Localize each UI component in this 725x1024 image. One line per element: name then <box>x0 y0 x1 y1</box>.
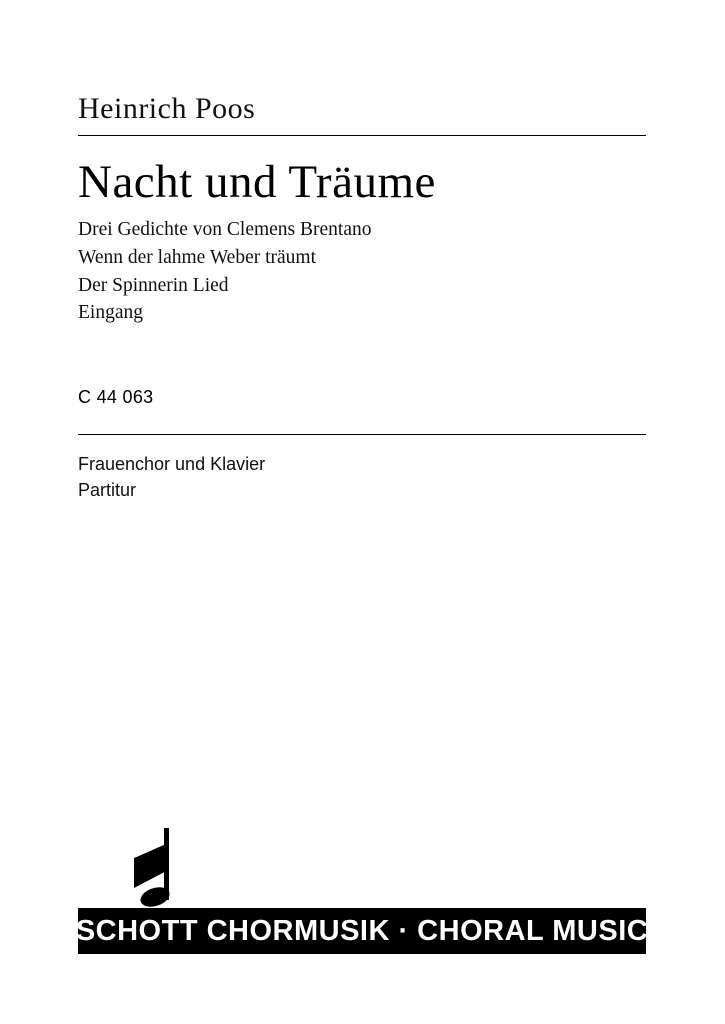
publisher-banner <box>75 908 649 954</box>
work-title: Nacht und Träume <box>78 156 436 208</box>
publisher-banner-text: SCHOTT CHORMUSIK · CHORAL MUSIC <box>75 914 649 947</box>
scoring-line: Frauenchor und Klavier <box>78 454 266 475</box>
catalog-number: C 44 063 <box>78 387 154 408</box>
divider-top <box>78 135 646 136</box>
subtitle-list <box>78 216 646 327</box>
cover-content <box>78 0 646 503</box>
subtitle-line: Der Spinnerin Lied <box>78 274 229 296</box>
scoring-line: Partitur <box>78 480 137 501</box>
divider-bottom <box>78 434 646 435</box>
composer-name: Heinrich Poos <box>78 92 256 125</box>
subtitle-line: Drei Gedichte von Clemens Brentano <box>78 219 372 241</box>
scoring-block <box>78 451 646 503</box>
subtitle-line: Wenn der lahme Weber träumt <box>78 247 316 269</box>
eighth-note-flag <box>134 844 166 888</box>
subtitle-line: Eingang <box>78 302 143 324</box>
eighth-note-icon <box>120 828 190 910</box>
